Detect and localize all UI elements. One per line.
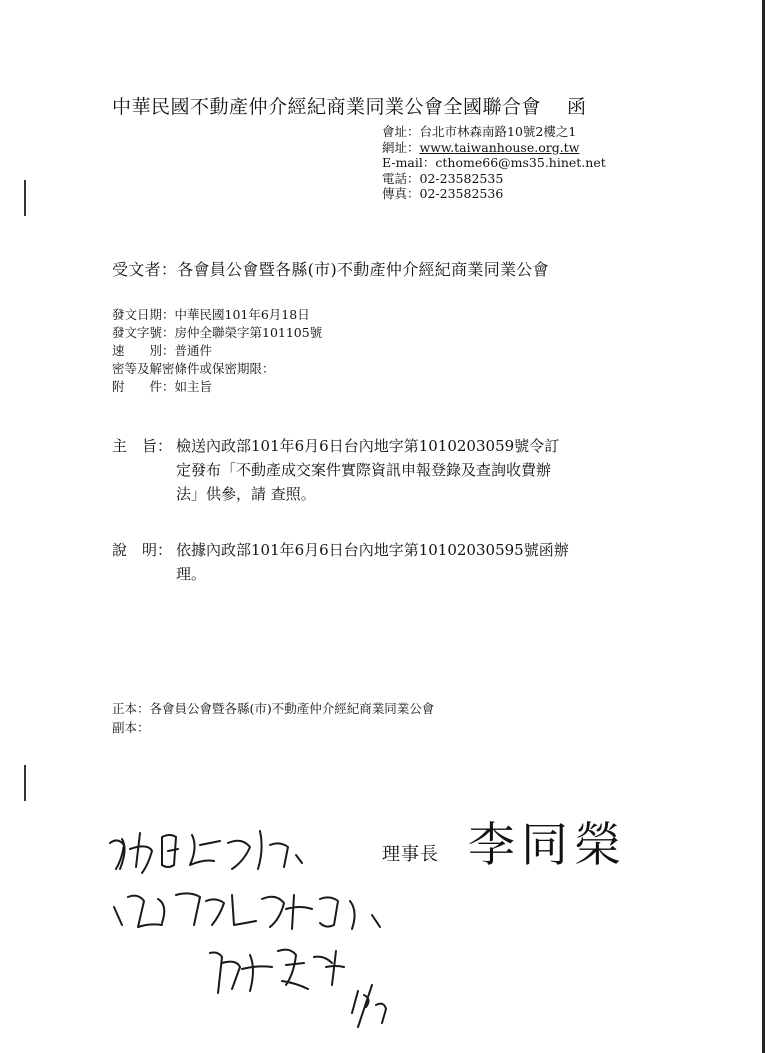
email-label: E-mail：: [382, 155, 436, 170]
binding-mark-top: [24, 180, 26, 216]
dispatch-date: 發文日期：中華民國101年6月18日: [112, 307, 310, 322]
recipient-value: 各會員公會暨各縣(市)不動產仲介經紀商業同業公會: [177, 260, 549, 279]
subject-text: [176, 434, 656, 506]
subject-line: 法」供參，請 查照。: [176, 485, 316, 503]
fax-value: 02-23582536: [419, 186, 504, 201]
letterhead-title: [112, 92, 587, 119]
explanation-text: [176, 538, 656, 586]
phone-value: 02-23582535: [419, 170, 504, 186]
explanation-line: 理。: [176, 565, 207, 583]
recipient-line: [112, 257, 549, 280]
signatory-name: 李同榮: [468, 818, 627, 873]
email-value: cthome66@ms35.hinet.net: [435, 155, 606, 170]
security-level: 密等及解密條件或保密期限：: [112, 361, 275, 376]
website-link[interactable]: www.taiwanhouse.org.tw: [419, 139, 580, 155]
original-recipients: 正本：各會員公會暨各縣(市)不動產仲介經紀商業同業公會: [112, 701, 435, 716]
dispatch-ref-number: 發文字號：房仲全聯榮字第101105號: [112, 325, 323, 340]
recipient-label: 受文者：: [112, 260, 178, 279]
document-type: 函: [567, 96, 587, 118]
binding-mark-bottom: [24, 765, 26, 801]
subject-line: 定發布「不動產成交案件實際資訊申報登錄及查詢收費辦: [176, 461, 552, 479]
website-label: 網址：: [382, 139, 420, 155]
explanation-line: 依據內政部101年6月6日台內地字第10102030595號函辦: [176, 541, 569, 559]
distribution-list: [112, 699, 434, 737]
explanation-label: 說 明：: [112, 541, 173, 559]
subject-label: 主 旨：: [112, 437, 173, 455]
handwritten-note-signature: [100, 825, 440, 1045]
organization-name: 中華民國不動產仲介經紀商業同業公會全國聯合會: [112, 96, 542, 118]
address-value: 台北市林森南路10號2樓之1: [419, 124, 577, 139]
dispatch-meta: [112, 306, 322, 396]
subject-line: 檢送內政部101年6月6日台內地字第1010203059號令訂: [176, 437, 560, 455]
copy-recipients: 副本：: [112, 720, 150, 735]
attachment-line: 附 件：如主旨: [112, 379, 213, 394]
address-label: 會址：: [382, 124, 420, 139]
fax-label: 傳真：: [382, 186, 420, 201]
phone-label: 電話：: [382, 170, 420, 186]
dispatch-speed: 速 別：普通件: [112, 343, 213, 358]
signatory-title: 理事長: [382, 844, 439, 865]
contact-block: [382, 124, 606, 202]
